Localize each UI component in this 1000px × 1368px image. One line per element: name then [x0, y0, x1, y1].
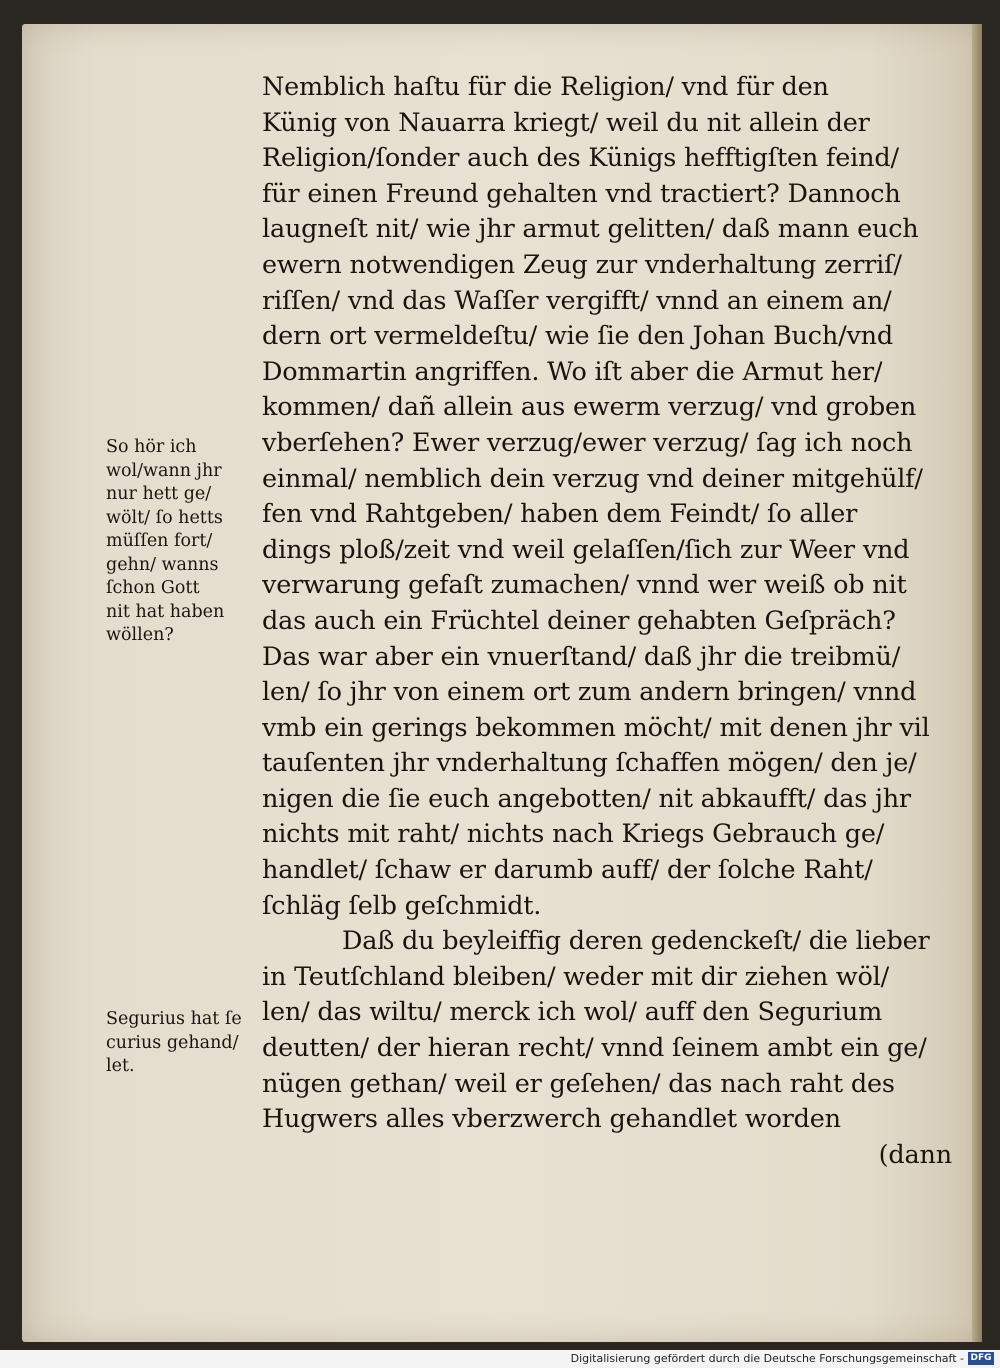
marginal-line: müſſen fort/: [106, 531, 213, 551]
text-line: einmal/ nemblich dein verzug vnd deiner mitgehülf/: [262, 463, 923, 494]
marginal-line: let.: [106, 1056, 135, 1076]
text-line: Das war aber ein vnuerſtand/ daß jhr die treibmü/: [262, 641, 901, 672]
dfg-logo: DFG: [968, 1352, 994, 1365]
text-line: verwarung gefaſt zumachen/ vnnd wer weiß ob nit: [262, 570, 907, 601]
text-line: ewern notwendigen Zeug zur vnderhaltung zerriſ/: [262, 249, 902, 280]
marginal-note: [106, 436, 266, 648]
text-line: tauſenten jhr vnderhaltung ſchaffen mögen/ den je/: [262, 748, 917, 779]
text-line: dings ploß/zeit vnd weil gelaſſen/ſich zur Weer vnd: [262, 534, 910, 565]
text-line: laugneſt nit/ wie jhr armut gelitten/ daß mann euch: [262, 214, 919, 245]
marginal-line: gehn/ wanns: [106, 554, 219, 575]
marginal-note: [106, 1008, 266, 1079]
page-edge: [972, 24, 982, 1342]
text-line: len/ das wiltu/ merck ich wol/ auff den Segurium: [262, 997, 883, 1028]
marginal-line: nit hat haben: [106, 601, 225, 622]
marginal-line: curius gehand/: [106, 1032, 239, 1053]
marginal-line: wol/wann jhr: [106, 460, 222, 481]
text-line: in Teutſchland bleiben/ weder mit dir ziehen wöl/: [262, 961, 890, 992]
text-line: Künig von Nauarra kriegt/ weil du nit allein der: [262, 107, 870, 138]
marginal-line: wölt/ ſo hetts: [106, 507, 223, 528]
text-line: Nemblich haſtu für die Religion/ vnd für den: [262, 72, 829, 102]
digitization-credit: Digitalisierung gefördert durch die Deutsche Forschungsgemeinschaft -: [570, 1352, 964, 1365]
text-line: ſchläg ſelb geſchmidt.: [262, 890, 542, 921]
text-line: das auch ein Früchtel deiner gehabten Geſpräch?: [262, 605, 896, 636]
paragraph-start-line: Daß du beyleiffig deren gedenckeſt/ die lieber: [342, 926, 930, 957]
text-line: dern ort vermeldeſtu/ wie ſie den Johan Buch/vnd: [262, 321, 894, 352]
text-line: kommen/ dañ allein aus ewerm verzug/ vnd groben: [262, 392, 917, 423]
marginal-line: So hör ich: [106, 437, 197, 457]
main-text-block: [262, 70, 952, 1173]
text-line: Religion/ſonder auch des Künigs hefftigſten feind/: [262, 143, 899, 174]
text-line: deutten/ der hieran recht/ vnnd ſeinem ambt ein ge/: [262, 1033, 927, 1064]
text-line: handlet/ ſchaw er darumb auff/ der ſolche Raht/: [262, 855, 873, 886]
text-line: fen vnd Rahtgeben/ haben dem Feindt/ ſo aller: [262, 499, 858, 530]
marginal-line: nur hett ge/: [106, 484, 212, 504]
marginal-line: Segurius hat ſe: [106, 1009, 242, 1029]
text-line: vberſehen? Ewer verzug/ewer verzug/ ſag ich noch: [262, 427, 913, 458]
catchword: (dann: [878, 1139, 952, 1170]
marginal-line: ſchon Gott: [106, 578, 200, 598]
text-line: nigen die ſie euch angebotten/ nit abkaufft/ das jhr: [262, 783, 911, 814]
text-line: vmb ein gerings bekommen möcht/ mit denen jhr vil: [262, 712, 930, 743]
text-line: nügen gethan/ weil er geſehen/ das nach raht des: [262, 1068, 895, 1099]
text-line: riſſen/ vnd das Waſſer vergifft/ vnnd an einem an/: [262, 285, 892, 316]
text-line: nichts mit raht/ nichts nach Kriegs Gebrauch ge/: [262, 819, 885, 850]
marginal-line: wöllen?: [106, 625, 174, 645]
text-line: Dommartin angriffen. Wo iſt aber die Armut her/: [262, 356, 883, 387]
text-line: len/ ſo jhr von einem ort zum andern bringen/ vnnd: [262, 677, 917, 708]
text-line: Hugwers alles vberzwerch gehandlet worden: [262, 1104, 841, 1135]
text-line: für einen Freund gehalten vnd tractiert? Dannoch: [262, 178, 901, 209]
